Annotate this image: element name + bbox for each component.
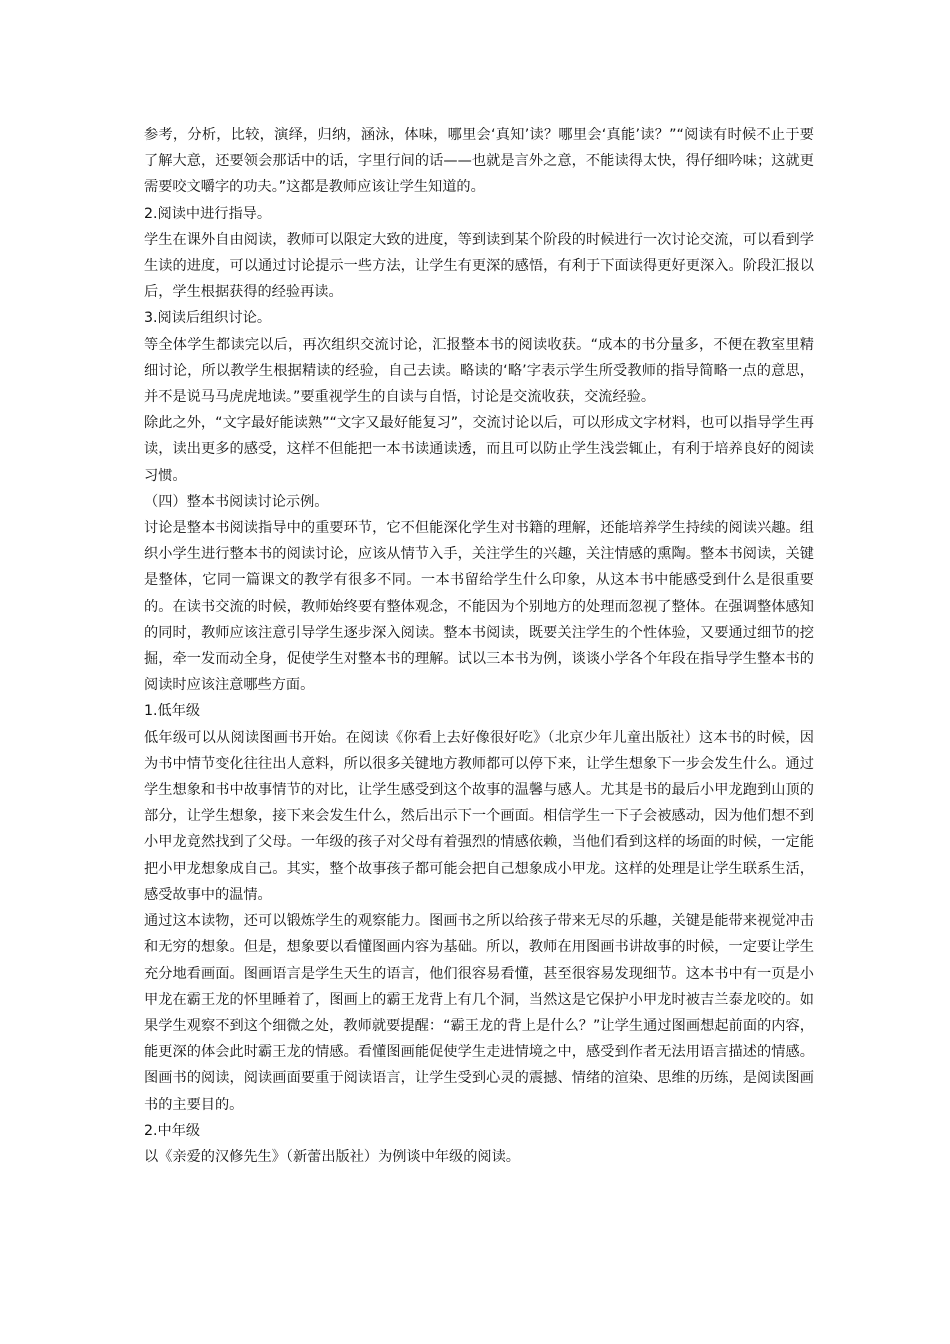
heading-middle-grades: 2.中年级 <box>144 1122 201 1139</box>
paragraph-observation: 通过这本读物，还可以锻炼学生的观察能力。图画书之所以给孩子带来无尽的乐趣，关键是能带来视觉冲击和无穷的想象。但是，想象要以看懂图画内容为基础。所以，教师在用图画书讲故事的时候，一定要让学生充分地看画面。图画语言是学生天生的语言，他们很容易看懂，甚至很容易发现细节。这本书中有一页是小甲龙在霸王龙的怀里睡着了，图画上的霸王龙背上有几个洞，当然这是它保护小甲龙时被吉兰泰龙咬的。如果学生观察不到这个细微之处，教师就要提醒：“霸王龙的背上是什么？”让学生通过图画想起前面的内容，能更深的体会此时霸王龙的情感。看懂图画能促使学生走进情境之中，感受到作者无法用语言描述的情感。图画书的阅读，阅读画面要重于阅读语言，让学生受到心灵的震撼、情绪的渲染、思维的历练，是阅读图画书的主要目的。 <box>144 913 814 1113</box>
paragraph-besides: 除此之外，“文字最好能读熟”“文字又最好能复习”，交流讨论以后，可以形成文字材料，也可以指导学生再读，读出更多的感受，这样不但能把一本书读通读透，而且可以防止学生浅尝辄止，有利于培养良好的阅读习惯。 <box>144 415 814 484</box>
paragraph-discussion: 讨论是整本书阅读指导中的重要环节，它不但能深化学生对书籍的理解，还能培养学生持续的阅读兴趣。组织小学生进行整本书的阅读讨论，应该从情节入手，关注学生的兴趣，关注情感的熏陶。整本书阅读，关键是整体，它同一篇课文的教学有很多不同。一本书留给学生什么印象，从这本书中能感受到什么是很重要的。在读书交流的时候，教师始终要有整体观念，不能因为个别地方的处理而忽视了整体。在强调整体感知的同时，教师应该注意引导学生逐步深入阅读。整本书阅读，既要关注学生的个性体验，又要通过细节的挖掘，牵一发而动全身，促使学生对整本书的理解。试以三本书为例，谈谈小学各个年段在指导学生整本书的阅读时应该注意哪些方面。 <box>144 520 814 694</box>
heading-lower-grades: 1.低年级 <box>144 703 201 720</box>
heading-during-reading: 2.阅读中进行指导。 <box>144 205 272 222</box>
heading-after-reading: 3.阅读后组织讨论。 <box>144 310 272 327</box>
paragraph-during-reading: 学生在课外自由阅读，教师可以限定大致的进度，等到读到某个阶段的时候进行一次讨论交流，可以看到学生读的进度，可以通过讨论提示一些方法，让学生有更深的感悟，有利于下面读得更好更深入。阶段汇报以后，学生根据获得的经验再读。 <box>144 231 814 301</box>
paragraph-continuation: 参考，分析，比较，演绎，归纳，涵泳，体味，哪里会‘真知’读？哪里会‘真能’读？”“阅读有时候不止于要了解大意，还要领会那话中的话，字里行间的话——也就是言外之意，不能读得太快，得仔细吟味；这就更需要咬文嚼字的功夫。”这都是教师应该让学生知道的。 <box>144 127 814 196</box>
paragraph-lower-grades: 低年级可以从阅读图画书开始。在阅读《你看上去好像很好吃》（北京少年儿童出版社）这本书的时候，因为书中情节变化往往出人意料，所以很多关键地方教师都可以停下来，让学生想象下一步会发生什么。通过学生想象和书中故事情节的对比，让学生感受到这个故事的温馨与感人。尤其是书的最后小甲龙跑到山顶的部分，让学生想象，接下来会发生什么，然后出示下一个画面。相信学生一下子会被感动，因为他们想不到小甲龙竟然找到了父母。一年级的孩子对父母有着强烈的情感依赖，当他们看到这样的场面的时候，一定能把小甲龙想象成自己。其实，整个故事孩子都可能会把自己想象成小甲龙。这样的处理是让学生联系生活，感受故事中的温情。 <box>144 729 814 903</box>
paragraph-middle-grades: 以《亲爱的汉修先生》（新蕾出版社）为例谈中年级的阅读。 <box>144 1148 520 1165</box>
paragraph-after-reading: 等全体学生都读完以后，再次组织交流讨论，汇报整本书的阅读收获。“成本的书分量多，不便在教室里精细讨论，所以教学生根据精读的经验，自己去读。略读的‘略’字表示学生所受教师的指导简略一点的意思，并不是说马马虎虎地读。”要重视学生的自读与自悟，讨论是交流收获，交流经验。 <box>144 336 814 406</box>
section-heading-discussion-example: （四）整本书阅读讨论示例。 <box>144 493 329 510</box>
document-body <box>144 122 814 1170</box>
